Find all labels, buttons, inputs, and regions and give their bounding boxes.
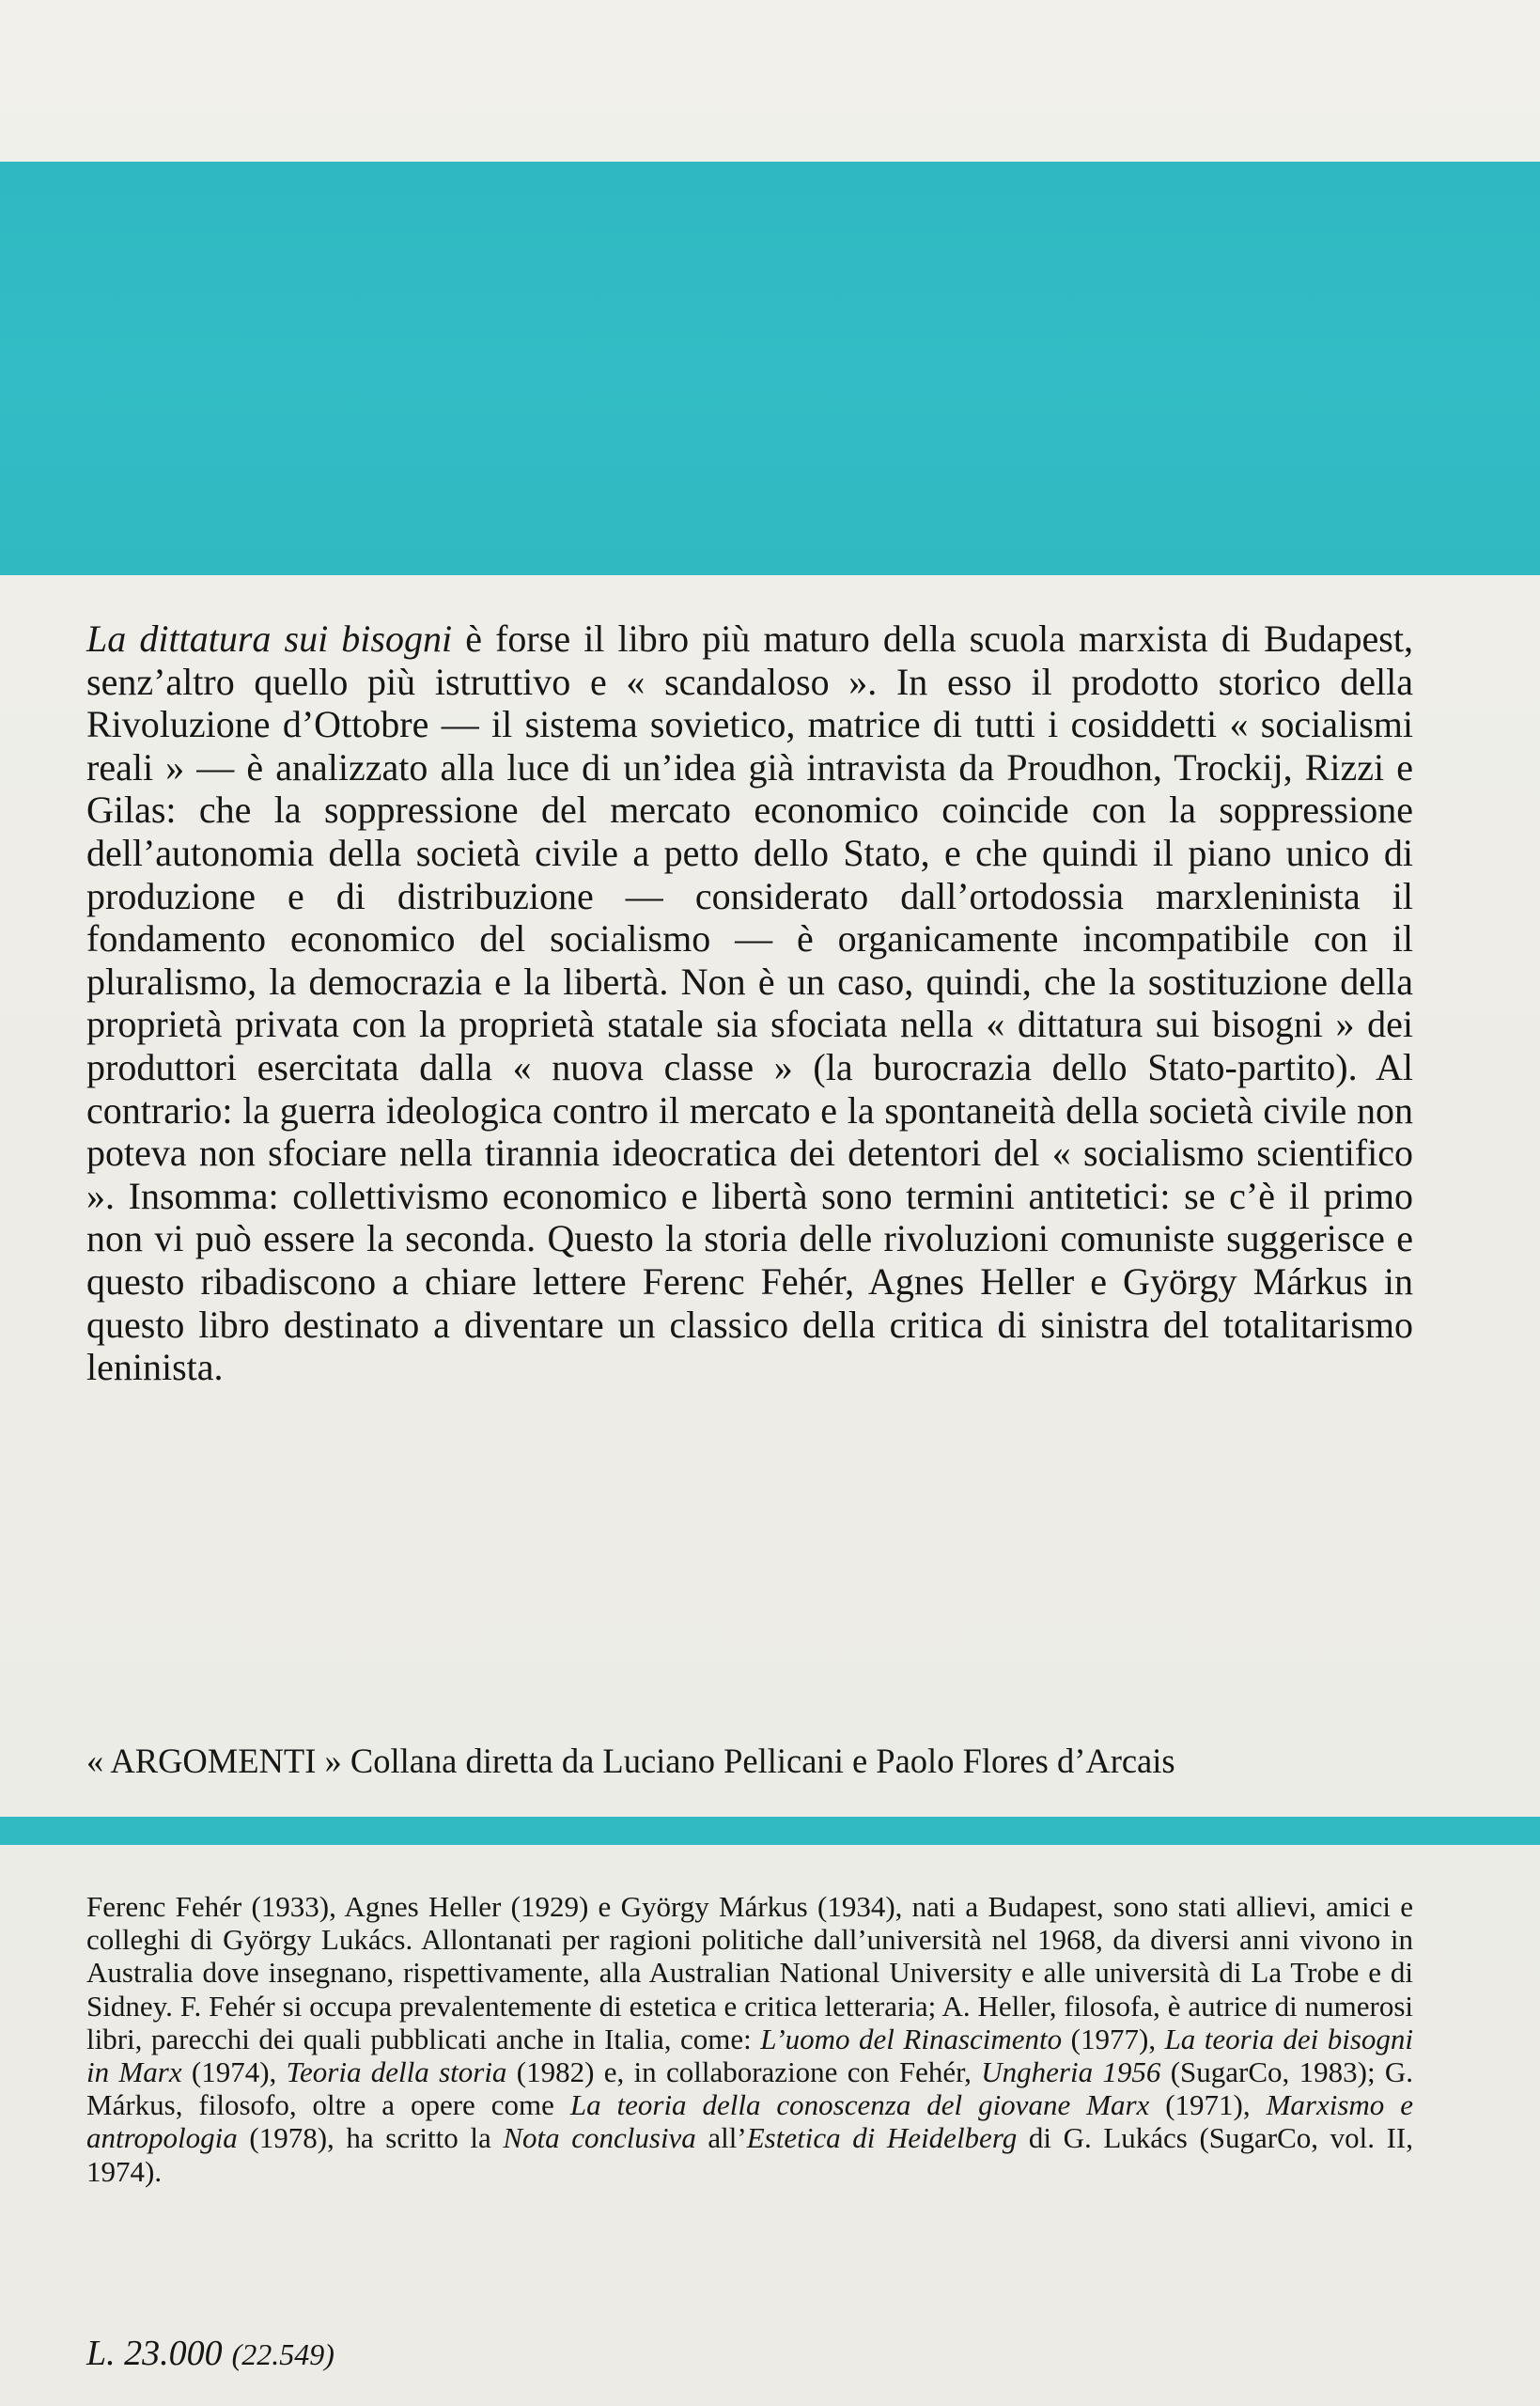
blurb-paragraph bbox=[86, 617, 1413, 1389]
book-blurb bbox=[86, 617, 1413, 1389]
book-title: La dittatura sui bisogni bbox=[86, 617, 453, 660]
price-main: L. 23.000 bbox=[86, 2334, 223, 2373]
bio-title: Estetica di Heidelberg bbox=[746, 2121, 1018, 2155]
authors-bio bbox=[86, 1890, 1413, 2188]
series-line: « ARGOMENTI » Collana diretta da Luciano Pellicani e Paolo Flores d’Arcais bbox=[86, 1742, 1175, 1780]
bio-text: (SugarCo, 1983); G. Márkus, filosofo, oltre a opere come bbox=[86, 2055, 1414, 2122]
bio-title: La teoria dei bisogni in Marx bbox=[86, 2022, 1414, 2089]
blurb-text: è forse il libro più maturo della scuola marxista di Budapest, senz’altro quello più istruttivo e « scandaloso ». In esso il prodotto storico della Rivoluzione d’Ottobre — il sistema sovietico, matrice di tutti i cosiddetti « socialismi reali » — è analizzato alla luce di un’idea già intravista da Proudhon, Trockij, Rizzi e Gilas: che la soppressione del mercato economico coincide con la soppressione dell’autonomia della società civile a petto dello Stato, e che quindi il piano unico di produzione e di distribuzione — considerato dall’ortodossia marxleninista il fondamento economico del socialismo — è organicamente incompatibile con il pluralismo, la democrazia e la libertà. Non è un caso, quindi, che la sostituzione della proprietà privata con la proprietà statale sia sfociata nella « dittatura sui bisogni » dei produttori esercitata dalla « nuova classe » (la burocrazia dello Stato-partito). Al contrario: la guerra ideologica contro il mercato e la spontaneità della società civile non poteva non sfociare nella tirannia ideocratica dei detentori del « socialismo scientifico ». Insomma: collettivismo economico e libertà sono termini antitetici: se c’è il primo non vi può essere la seconda. Questo la storia delle rivoluzioni comuniste suggerisce e questo ribadiscono a chiare lettere Ferenc Fehér, Agnes Heller e György Márkus in questo libro destinato a diventare un classico della critica di sinistra del totalitarismo leninista. bbox=[86, 617, 1413, 1389]
teal-header-band bbox=[0, 162, 1540, 575]
bio-title: L’uomo del Rinascimento bbox=[760, 2022, 1063, 2055]
bio-text: (1978), ha scritto la bbox=[237, 2121, 504, 2155]
price-secondary: (22.549) bbox=[231, 2337, 334, 2371]
bio-text: all’ bbox=[695, 2121, 747, 2155]
bio-title: Ungheria 1956 bbox=[981, 2055, 1161, 2089]
bio-text: (1974), bbox=[181, 2055, 287, 2089]
bio-text: (1971), bbox=[1149, 2088, 1267, 2122]
bio-text: Ferenc Fehér (1933), Agnes Heller (1929) e György Márkus (1934), nati a Budapest, sono stati allievi, amici e colleghi di György Lukács. Allontanati per ragioni politiche dall’università nel 1968, da diversi anni vivono in Australia dove insegnano, rispettivamente, alla Australian National University e alle università di La Trobe e di Sidney. F. Fehér si occupa prevalentemente di estetica e critica letteraria; A. Heller, filosofa, è autrice di numerosi libri, parecchi dei quali pubblicati anche in Italia, come: bbox=[86, 1890, 1413, 2055]
bio-text: (1982) e, in collaborazione con Fehér, bbox=[506, 2055, 982, 2089]
bio-title: Marxismo e antropologia bbox=[86, 2088, 1413, 2155]
teal-divider-rule bbox=[0, 1817, 1540, 1845]
bio-text: di G. Lukács (SugarCo, vol. II, 1974). bbox=[86, 2121, 1413, 2188]
bio-paragraph bbox=[86, 1890, 1413, 2188]
price-line bbox=[86, 2333, 334, 2375]
bio-title: Nota conclusiva bbox=[503, 2121, 696, 2155]
bio-title: Teoria della storia bbox=[286, 2055, 507, 2089]
bio-title: La teoria della conoscenza del giovane Marx bbox=[569, 2088, 1150, 2122]
bio-text: (1977), bbox=[1062, 2022, 1165, 2055]
